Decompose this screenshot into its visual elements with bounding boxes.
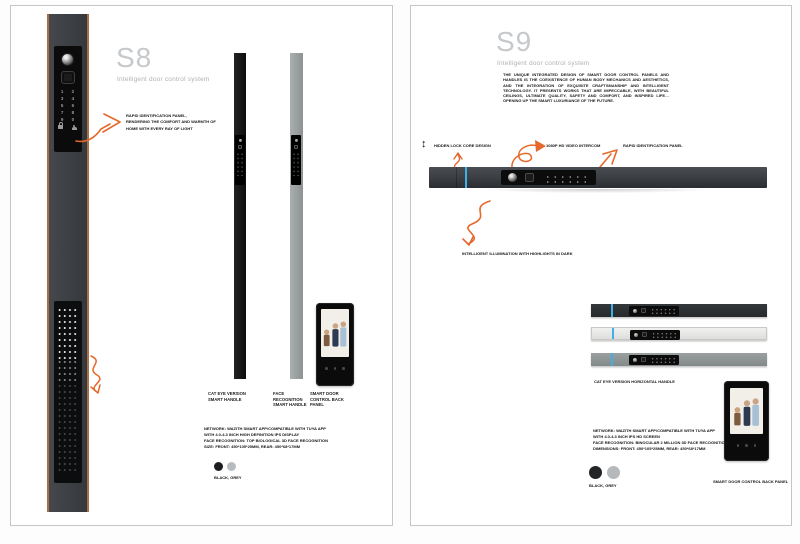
s8-illumination-dot-panel: [54, 301, 82, 483]
s8-back-panel-device: [316, 303, 354, 386]
touch-dot-icon: [342, 367, 345, 370]
caption-horizontal-handle: CAT EYE VERSION HORIZONTAL HANDLE: [594, 379, 675, 384]
dots-dim: [57, 383, 78, 471]
camera-lens-icon: [295, 139, 298, 142]
keypad-row: 7 8: [60, 110, 75, 115]
s8-vertical-smart-handle: [47, 14, 89, 512]
screen-people-illustration: [730, 388, 763, 434]
s8-page-subtitle: Intelligent door control system: [117, 76, 210, 83]
blue-accent-line: [465, 167, 467, 188]
sensor-icon: [238, 145, 243, 150]
spec-line: WITH 4.0-4.3 INCH IPS HD SCREEN: [593, 434, 660, 439]
s8-page-title: S8: [116, 42, 153, 73]
spec-line: NETWORK: WAZITH SMART APP/COMPATIBLE WITH TUYA APP: [204, 426, 326, 431]
s9-description: THE UNIQUE INTEGRATED DESIGN OF SMART DOOR CONTROL PANELS AND HANDLES IS THE COEXISTENCE OF HUMAN BODY MECHANICS AND AESTHETICS, AND THE INTEGRATION OF EXQUISITE CRAFTSMANSHIP AND INTELLIGENT TECHNOLOGY. IT PRESENTS WORKS THAT ARE IMPECCABLE, WITH BEAUTIFUL CEILINGS, ULTIMATE QUALITY, SAFETY AND COMFORT, AND INSPIRED LIFE… OPENING UP THE SMART LUXURIANCE OF THE FUTURE.: [503, 72, 669, 104]
sensor-icon: [642, 332, 647, 337]
s9-horizontal-handle: [429, 167, 767, 188]
swatch-black: [214, 462, 223, 471]
horizontal-handle-black: [591, 304, 767, 317]
s9-back-panel-device: [724, 381, 769, 461]
s9-colors-label: BLACK, GREY: [589, 483, 617, 488]
dots-mid: [57, 359, 78, 383]
handle-panel: [630, 330, 680, 340]
touch-dot-icon: [737, 444, 740, 447]
s8-cat-eye-smart-handle: [234, 53, 246, 379]
keypad-dots: [651, 331, 677, 338]
spec-line: FACE RECOGNITION: TOP BIOLOGICAL 3D FACE RECOGNITION: [204, 438, 329, 443]
adjustable-height-icon: ↕: [421, 138, 427, 150]
annotation-line: HOME WITH EVERY RAY OF LIGHT: [126, 125, 193, 131]
sensor-icon: [641, 357, 646, 362]
camera-lens-icon: [508, 173, 517, 182]
label-illumination: INTELLIGENT ILLUMINATION WITH HIGHLIGHTS IN DARK: [462, 251, 573, 256]
keypad-dots: [650, 356, 676, 363]
spec-line: SIZE: FRONT: 450*105*25MM, REAR: 450*68*17MM: [204, 444, 301, 449]
squiggle-arrow-icon: [81, 354, 115, 396]
touch-buttons: [724, 444, 769, 447]
face-recognition-sensor-icon: [525, 173, 534, 182]
blue-accent-line: [611, 304, 613, 317]
keypad-dots: [292, 152, 300, 176]
keypad-dots: [650, 307, 676, 314]
touch-dot-icon: [754, 444, 757, 447]
camera-lens-icon: [634, 333, 638, 337]
horizontal-handle-grey: [591, 353, 767, 366]
keypad-row: 9 0: [60, 117, 75, 122]
touch-dot-icon: [745, 444, 748, 447]
handle-panel: [291, 135, 301, 185]
s8-spec-block: [204, 426, 328, 450]
handle-panel: [629, 306, 679, 316]
keypad-row: 5 6: [60, 103, 75, 108]
s8-annotation: [126, 113, 216, 132]
s9-handle-control-panel: [501, 170, 596, 185]
annotation-line: RENDERING THE COMFORT AND WARMTH OF: [126, 119, 216, 125]
horizontal-handle-white: [591, 327, 767, 340]
dots-lit: [57, 307, 78, 359]
annotation-arrow-icon: [73, 110, 125, 144]
bar-seam: [456, 167, 457, 188]
page-s9: [410, 5, 792, 526]
back-panel-screen: [730, 388, 763, 434]
keypad-dots: [236, 152, 244, 176]
caption-face-recognition-handle: FACE RECOGNITION SMART HANDLE: [273, 391, 307, 408]
camera-lens-icon: [633, 309, 637, 313]
s8-colors-label: BLACK, GREY: [214, 475, 242, 480]
lock-icon: [58, 125, 63, 129]
squiggle-arrow-icon: [456, 198, 506, 252]
swatch-grey: [607, 466, 620, 479]
handle-panel: [629, 355, 679, 365]
touch-buttons: [316, 367, 354, 370]
spec-line: DIMENSIONS: FRONT: 450*105*25MM, REAR: 450*68*17MM: [593, 446, 706, 451]
dot-matrix: [57, 307, 78, 471]
label-hidden-lock: HIDDEN LOCK CORE DESIGN: [434, 143, 491, 148]
keypad-row: 1 2: [60, 89, 75, 94]
sensor-icon: [641, 308, 646, 313]
annotation-line: RAPID IDENTIFICATION PANEL,: [126, 113, 187, 118]
spec-line: FACE RECOGNITION: BINOCULAR 2 MILLION 3D FACE RECOGNITION: [593, 440, 728, 445]
s9-page-title: S9: [496, 26, 533, 57]
keypad-dots: [543, 173, 589, 183]
page-s8: [10, 5, 393, 526]
s8-face-recognition-smart-handle: [290, 53, 303, 379]
touch-dot-icon: [325, 367, 328, 370]
face-recognition-sensor-icon: [61, 71, 75, 84]
touch-dot-icon: [334, 367, 337, 370]
bar-shadow: [431, 189, 765, 195]
s9-spec-block: [593, 428, 728, 452]
screen-people-illustration: [321, 309, 349, 357]
handle-panel: [235, 135, 245, 185]
swatch-grey: [227, 462, 236, 471]
back-panel-screen: [321, 309, 349, 357]
label-video-intercom: 1080P HD VIDEO INTERCOM: [546, 143, 601, 148]
spec-line: WITH 4.0-4.3 INCH HIGH DEFINITION IPS DISPLAY: [204, 432, 300, 437]
keypad-row: 3 4: [60, 96, 75, 101]
sensor-icon: [294, 145, 299, 150]
blue-accent-line: [611, 353, 613, 366]
camera-lens-icon: [633, 358, 637, 362]
camera-lens-icon: [239, 139, 242, 142]
caption-back-panel: SMART DOOR CONTROL BACK PANEL: [713, 479, 789, 484]
s9-page-subtitle: Intelligent door control system: [497, 60, 590, 67]
blue-accent-line: [612, 328, 614, 339]
spec-line: NETWORK: WAZITH SMART APP/COMPATIBLE WITH TUYA APP: [593, 428, 715, 433]
caption-back-panel: SMART DOOR CONTROL BACK PANEL: [310, 391, 344, 408]
caption-cat-eye-handle: CAT EYE VERSION SMART HANDLE: [208, 391, 246, 402]
camera-lens-icon: [61, 53, 74, 66]
label-rapid-panel: RAPID IDENTIFICATION PANEL: [623, 143, 683, 148]
swatch-black: [589, 466, 602, 479]
